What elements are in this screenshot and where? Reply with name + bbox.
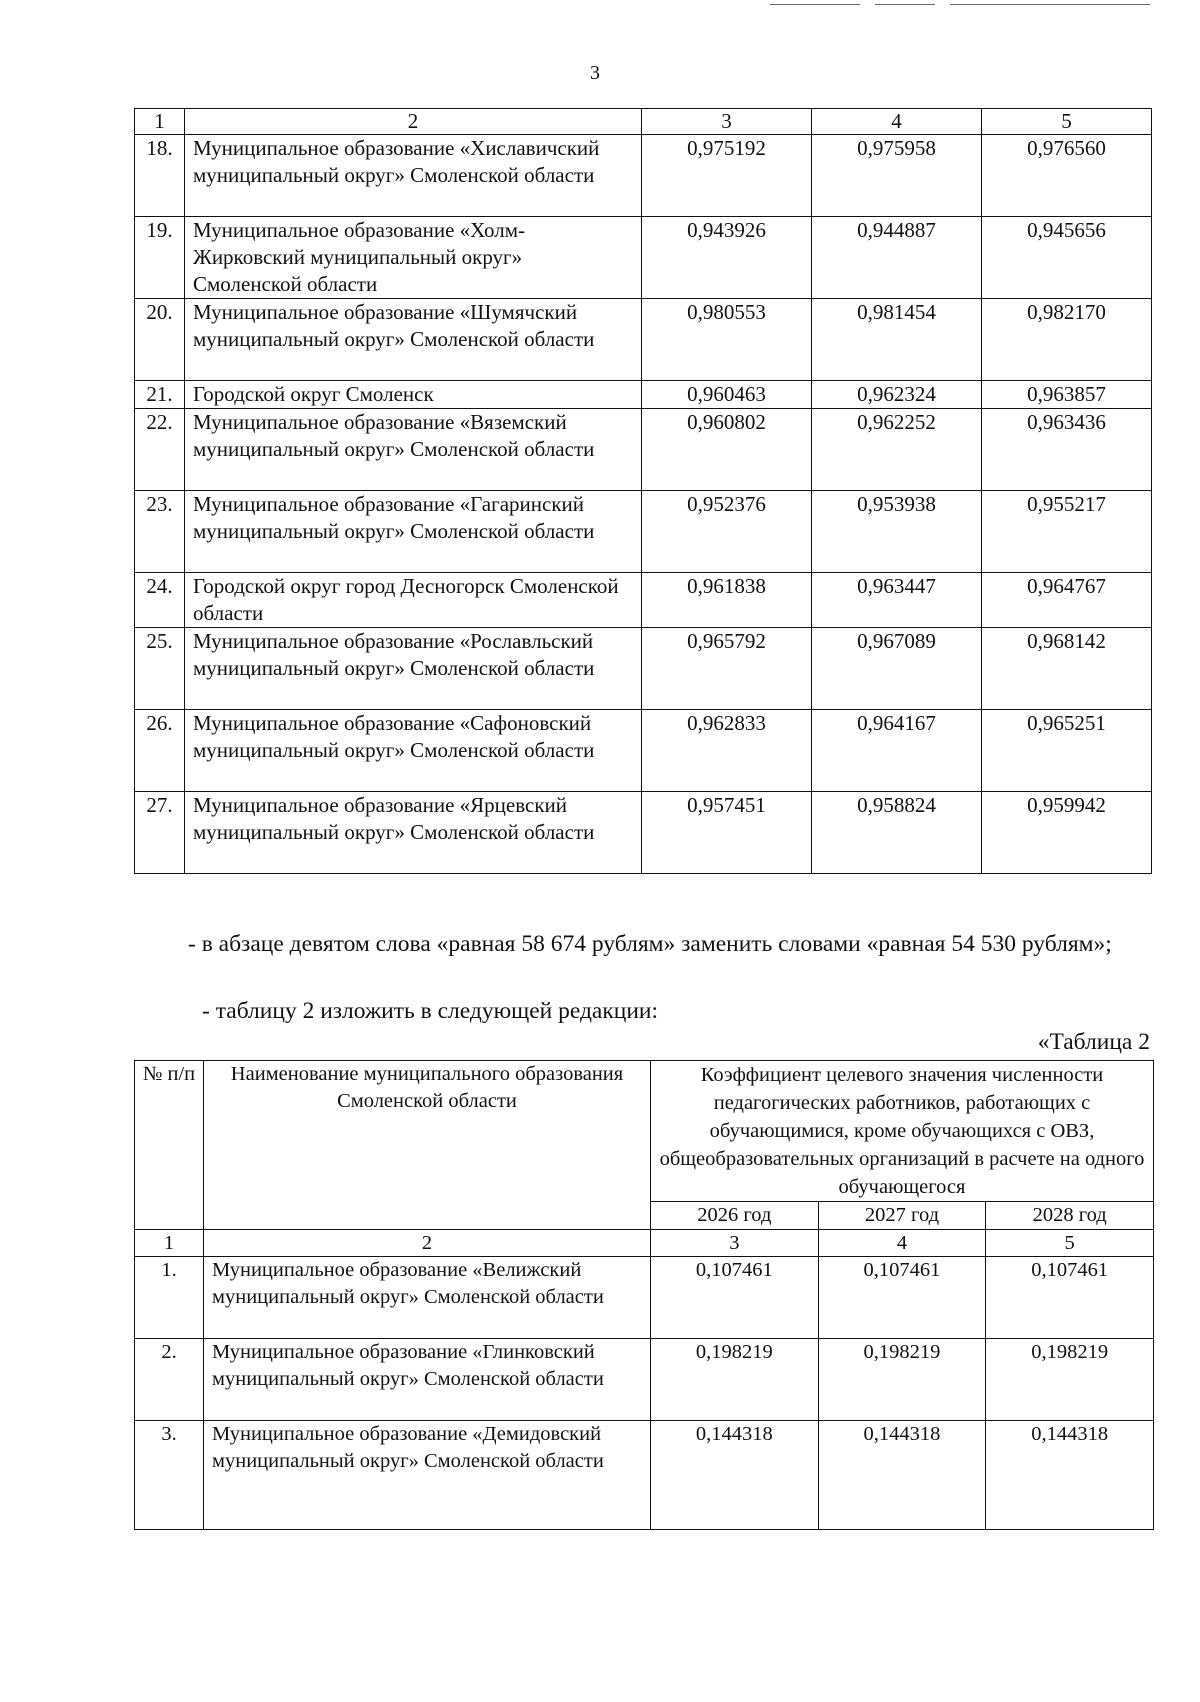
value-col4: 0,953938 [812,491,982,573]
scan-artifact-line [950,4,1150,5]
value-col4: 0,963447 [812,573,982,628]
row-number: 27. [135,792,185,874]
value-2027: 0,144318 [818,1421,986,1530]
col-index-2: 2 [185,109,642,135]
col-index-4: 4 [812,109,982,135]
municipality-name: Муниципальное образование «Холм-Жирковский муниципальный округ» Смоленской области [185,217,642,299]
value-2028: 0,144318 [986,1421,1154,1530]
value-col4: 0,975958 [812,135,982,217]
table-2-index-row [135,1230,1154,1257]
col-index-5: 5 [982,109,1152,135]
municipality-name: Муниципальное образование «Рославльский муниципальный округ» Смоленской области [185,628,642,710]
value-col5: 0,976560 [982,135,1152,217]
row-number: 25. [135,628,185,710]
table-row [135,491,1152,573]
amendment-paragraph-1: - в абзаце девятом слова «равная 58 674 рублям» заменить словами «равная 54 530 рублям»; [188,931,1112,957]
value-col5: 0,982170 [982,299,1152,381]
row-number: 23. [135,491,185,573]
value-col3: 0,975192 [642,135,812,217]
year-2026: 2026 год [651,1202,819,1230]
page-number: 3 [590,62,600,84]
value-col5: 0,964767 [982,573,1152,628]
row-number: 3. [135,1421,204,1530]
value-col5: 0,955217 [982,491,1152,573]
col-index-1: 1 [135,1230,204,1257]
col-index-1: 1 [135,109,185,135]
municipality-name: Муниципальное образование «Шумячский муниципальный округ» Смоленской области [185,299,642,381]
table-row [135,1339,1154,1421]
value-col4: 0,967089 [812,628,982,710]
table-1-continuation [134,108,1152,874]
value-2026: 0,144318 [651,1421,819,1530]
value-col3: 0,961838 [642,573,812,628]
row-number: 21. [135,381,185,409]
municipality-name: Муниципальное образование «Сафоновский муниципальный округ» Смоленской области [185,710,642,792]
header-municipality: Наименование муниципального образования Смоленской области [204,1061,651,1230]
table-row [135,135,1152,217]
col-index-5: 5 [986,1230,1154,1257]
municipality-name: Муниципальное образование «Вяземский муниципальный округ» Смоленской области [185,409,642,491]
header-coefficient: Коэффициент целевого значения численности педагогических работников, работающих с обучающимися, кроме обучающихся с ОВЗ, общеобразовательных организаций в расчете на одного обучающегося [651,1061,1154,1202]
col-index-3: 3 [651,1230,819,1257]
row-number: 26. [135,710,185,792]
value-col5: 0,965251 [982,710,1152,792]
municipality-name: Муниципальное образование «Велижский муниципальный округ» Смоленской области [204,1257,651,1339]
row-number: 22. [135,409,185,491]
value-2026: 0,198219 [651,1339,819,1421]
table-row [135,1257,1154,1339]
row-number: 20. [135,299,185,381]
municipality-name: Городской округ Смоленск [185,381,642,409]
scan-artifact-line [875,4,935,5]
row-number: 1. [135,1257,204,1339]
amendment-paragraph-2: - таблицу 2 изложить в следующей редакции: [202,998,659,1024]
table-row [135,217,1152,299]
value-2026: 0,107461 [651,1257,819,1339]
table-header-row [135,109,1152,135]
value-col3: 0,943926 [642,217,812,299]
municipality-name: Городской округ город Десногорск Смоленской области [185,573,642,628]
value-col3: 0,960802 [642,409,812,491]
value-2027: 0,198219 [818,1339,986,1421]
col-index-2: 2 [204,1230,651,1257]
value-2028: 0,198219 [986,1339,1154,1421]
table-row [135,409,1152,491]
value-col5: 0,963436 [982,409,1152,491]
municipality-name: Муниципальное образование «Ярцевский муниципальный округ» Смоленской области [185,792,642,874]
value-col4: 0,944887 [812,217,982,299]
table-row [135,710,1152,792]
value-col4: 0,958824 [812,792,982,874]
row-number: 19. [135,217,185,299]
row-number: 24. [135,573,185,628]
row-number: 18. [135,135,185,217]
value-col3: 0,962833 [642,710,812,792]
header-number: № п/п [135,1061,204,1230]
row-number: 2. [135,1339,204,1421]
value-col4: 0,962324 [812,381,982,409]
value-col5: 0,945656 [982,217,1152,299]
municipality-name: Муниципальное образование «Глинковский муниципальный округ» Смоленской области [204,1339,651,1421]
value-col4: 0,962252 [812,409,982,491]
value-col4: 0,964167 [812,710,982,792]
year-2027: 2027 год [818,1202,986,1230]
municipality-name: Муниципальное образование «Хиславичский муниципальный округ» Смоленской области [185,135,642,217]
col-index-3: 3 [642,109,812,135]
table-row [135,1421,1154,1530]
value-col3: 0,980553 [642,299,812,381]
table-row [135,381,1152,409]
value-col3: 0,960463 [642,381,812,409]
table-2-caption: «Таблица 2 [1037,1029,1150,1055]
value-col5: 0,968142 [982,628,1152,710]
year-2028: 2028 год [986,1202,1154,1230]
table-2-header-row [135,1061,1154,1202]
municipality-name: Муниципальное образование «Демидовский муниципальный округ» Смоленской области [204,1421,651,1530]
scan-artifact-line [770,4,860,5]
value-col5: 0,963857 [982,381,1152,409]
value-col5: 0,959942 [982,792,1152,874]
value-2027: 0,107461 [818,1257,986,1339]
value-2028: 0,107461 [986,1257,1154,1339]
table-row [135,628,1152,710]
table-row [135,792,1152,874]
value-col3: 0,965792 [642,628,812,710]
value-col4: 0,981454 [812,299,982,381]
table-row [135,299,1152,381]
municipality-name: Муниципальное образование «Гагаринский муниципальный округ» Смоленской области [185,491,642,573]
value-col3: 0,952376 [642,491,812,573]
table-row [135,573,1152,628]
table-2 [134,1060,1154,1530]
col-index-4: 4 [818,1230,986,1257]
value-col3: 0,957451 [642,792,812,874]
